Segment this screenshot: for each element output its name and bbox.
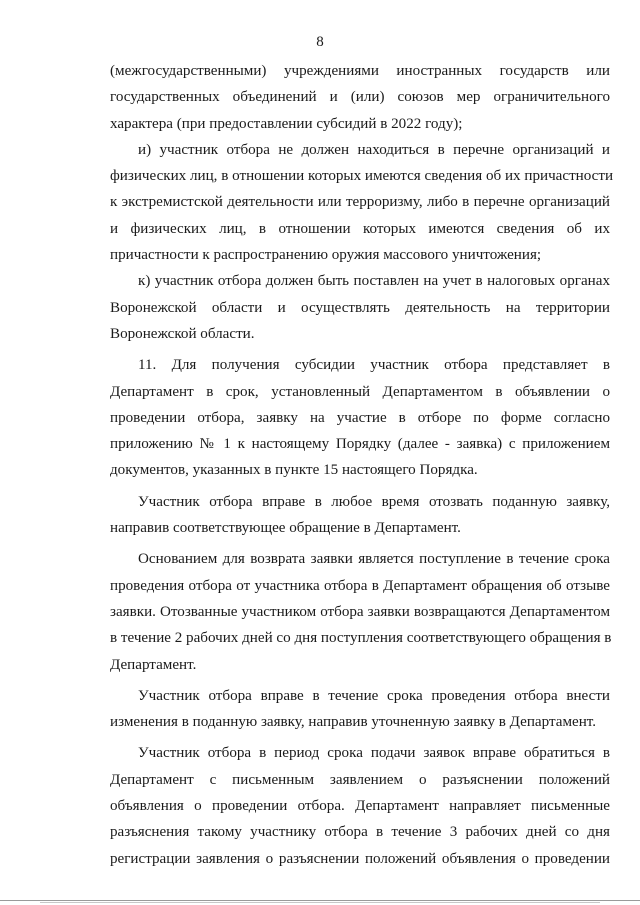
text-line: 11. Для получения субсидии участник отбора представляет в [138, 357, 610, 374]
text-line: государственных объединений и (или) союзов мер ограничительного [110, 89, 610, 106]
text-line: (межгосударственными) учреждениями иностранных государств или [110, 63, 610, 79]
text-line: Департамент. [110, 656, 197, 673]
text-line: Участник отбора вправе в течение срока проведения отбора внести [138, 687, 610, 704]
text-line: к) участник отбора должен быть поставлен на учет в налоговых органах [138, 273, 610, 290]
document-body [110, 58, 614, 872]
text-line: изменения в поданную заявку, направив уточненную заявку в Департамент. [110, 714, 597, 731]
page-number: 8 [316, 34, 324, 50]
text-line: физических лиц, в отношении которых имеются сведения об их причастности [110, 168, 614, 185]
text-line: документов, указанных в пункте 15 настоящего Порядка. [110, 462, 478, 479]
text-line: заявки. Отозванные участником отбора заявки возвращаются Департаментом [110, 603, 610, 620]
text-line: Департамент с письменным заявлением о разъяснении положений [110, 771, 610, 788]
text-line: Воронежской области и осуществлять деятельность на территории [110, 299, 610, 316]
text-line: и физических лиц, в отношении которых имеются сведения об их [110, 220, 610, 237]
text-line: в течение 2 рабочих дней со дня поступления соответствующего обращения в [110, 630, 612, 647]
text-line: приложению № 1 к настоящему Порядку (далее - заявка) с приложением [110, 436, 610, 453]
text-line: проведении отбора, заявку на участие в отборе по форме согласно [110, 409, 610, 426]
scan-edge-line-secondary [40, 902, 600, 903]
text-line: Участник отбора вправе в любое время отозвать поданную заявку, [138, 493, 610, 510]
text-line: причастности к распространению оружия массового уничтожения; [110, 247, 542, 264]
text-line: проведения отбора от участника отбора в Департамент обращения об отзыве [110, 577, 610, 594]
text-line: Воронежской области. [110, 325, 255, 342]
text-line: объявления о проведении отбора. Департамент направляет письменные [110, 798, 610, 815]
text-line: направив соответствующее обращение в Департамент. [110, 520, 461, 537]
text-line: характера (при предоставлении субсидий в 2022 году); [110, 115, 463, 132]
text-line: Участник отбора в период срока подачи заявок вправе обратиться в [138, 745, 610, 762]
text-line: Департамент в срок, установленный Департаментом в объявлении о [110, 383, 610, 400]
text-line: и) участник отбора не должен находиться в перечне организаций и [138, 141, 610, 158]
text-line: Основанием для возврата заявки является поступление в течение срока [138, 551, 610, 568]
text-line: регистрации заявления о разъяснении положений объявления о проведении [110, 850, 610, 867]
scan-edge-line [0, 900, 640, 901]
text-line: к экстремистской деятельности или терроризму, либо в перечне организаций [110, 194, 610, 211]
text-line: разъяснения такому участнику отбора в течение 3 рабочих дней со дня [110, 824, 610, 841]
